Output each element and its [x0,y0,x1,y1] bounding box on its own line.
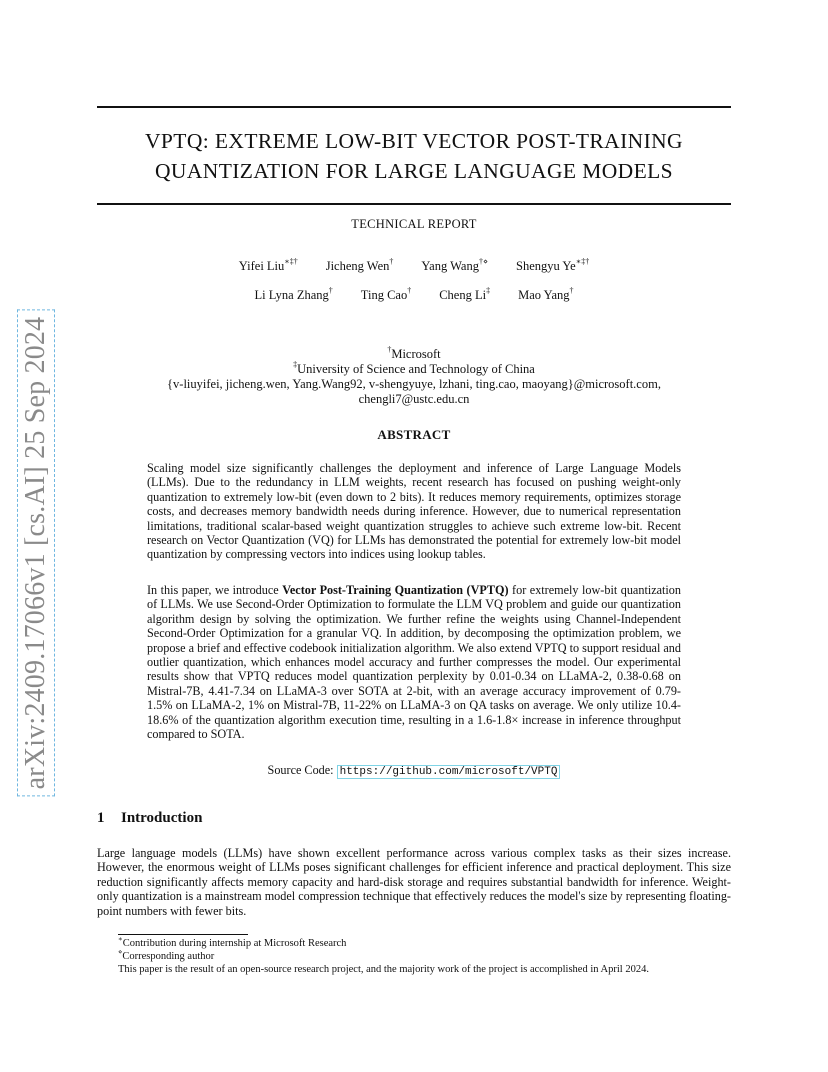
introduction-paragraph: Large language models (LLMs) have shown excellent performance across various complex tasks as their sizes increase. However, the enormous weight of LLMs poses significant challenges for efficient inference and practical deployment. This size reduction significantly affects memory capacity and hard-disk storage and requires substantial bandwidth for inference. Weight-only quantization is a mainstream model compression technique that effectively reduces the model's size by representing floating-point numbers with fewer bits. [97,846,731,918]
title-line-1: VPTQ: EXTREME LOW-BIT VECTOR POST-TRAINING [145,129,683,153]
abstract-paragraph-1: Scaling model size significantly challenges the deployment and inference of Large Language Models (LLMs). Due to the redundancy in LLM weights, recent research has focused on pushing weight-only quantization to extremely low-bit (even down to 2 bits). It reduces memory requirements, optimizes storage costs, and decreases memory bandwidth needs during inference. However, due to numerical representation limitations, traditional scalar-based weight quantization struggles to achieve such extreme low-bit. Recent research on Vector Quantization (VQ) for LLMs has demonstrated the potential for extremely low-bit model quantization by compressing vectors into indices using lookup tables. [147,461,681,562]
author: Jicheng Wen† [325,257,394,273]
authors-row-2 [97,288,731,303]
author: Mao Yang† [518,286,574,302]
section-heading-introduction: 1 Introduction [97,810,203,826]
author: Yifei Liu∗‡† [238,257,298,273]
title-top-rule [97,106,731,108]
footnote-corresponding: ⋄Corresponding author [118,948,215,962]
paper-title [97,126,731,186]
author: Yang Wang†⋄ [421,257,488,273]
author: Li Lyna Zhang† [254,286,333,302]
footnote-internship: ∗Contribution during internship at Microsoft Research [118,935,347,949]
title-line-2: QUANTIZATION FOR LARGE LANGUAGE MODELS [154,159,674,183]
author-emails-line-2: chengli7@ustc.edu.cn [358,392,470,406]
title-bottom-rule [97,203,731,205]
footnote-project-note: This paper is the result of an open-source research project, and the majority work of the project is accomplished in April 2024. [118,964,649,975]
authors-row-1 [97,259,731,274]
abstract-heading: ABSTRACT [377,427,451,442]
author: Ting Cao† [360,286,412,302]
footnote-rule [118,934,248,935]
method-name: Vector Post-Training Quantization (VPTQ) [282,583,509,597]
report-type: TECHNICAL REPORT [351,217,477,231]
affiliation-ustc: ‡University of Science and Technology of China [293,360,535,376]
author: Shengyu Ye∗‡† [516,257,590,273]
source-code-link[interactable]: https://github.com/microsoft/VPTQ [337,765,561,779]
source-code-line: Source Code: https://github.com/microsoft/VPTQ [97,763,731,778]
author: Cheng Li‡ [439,286,491,302]
abstract-paragraph-2: In this paper, we introduce Vector Post-Training Quantization (VPTQ) for extremely low-bit quantization of LLMs. We use Second-Order Optimization to formulate the LLM VQ problem and guide our quantization algorithm design by solving the optimization. We further refine the weights using Channel-Independent Second-Order Optimization for a granular VQ. In addition, by decomposing the optimization problem, we propose a brief and effective codebook initialization algorithm. We also extend VPTQ to support residual and outlier quantization, which enhances model accuracy and further compresses the model. Our experimental results show that VPTQ reduces model quantization perplexity by 0.01-0.34 on LLaMA-2, 0.38-0.68 on Mistral-7B, 4.41-7.34 on LLaMA-3 over SOTA at 2-bit, with an average accuracy improvement of 0.79-1.5% on LLaMA-2, 1% on Mistral-7B, 11-22% on LLaMA-3 on QA tasks on average. We only utilize 10.4-18.6% of the quantization algorithm execution time, resulting in a 1.6-1.8× increase in inference throughput compared to SOTA. [147,583,681,742]
arxiv-identifier-stamp[interactable]: arXiv:2409.17066v1 [cs.AI] 25 Sep 2024 [17,310,55,797]
affiliation-microsoft: †Microsoft [387,345,441,361]
author-emails-line-1: {v-liuyifei, jicheng.wen, Yang.Wang92, v-shengyuye, lzhani, ting.cao, maoyang}@microsoft.com, [167,377,661,391]
